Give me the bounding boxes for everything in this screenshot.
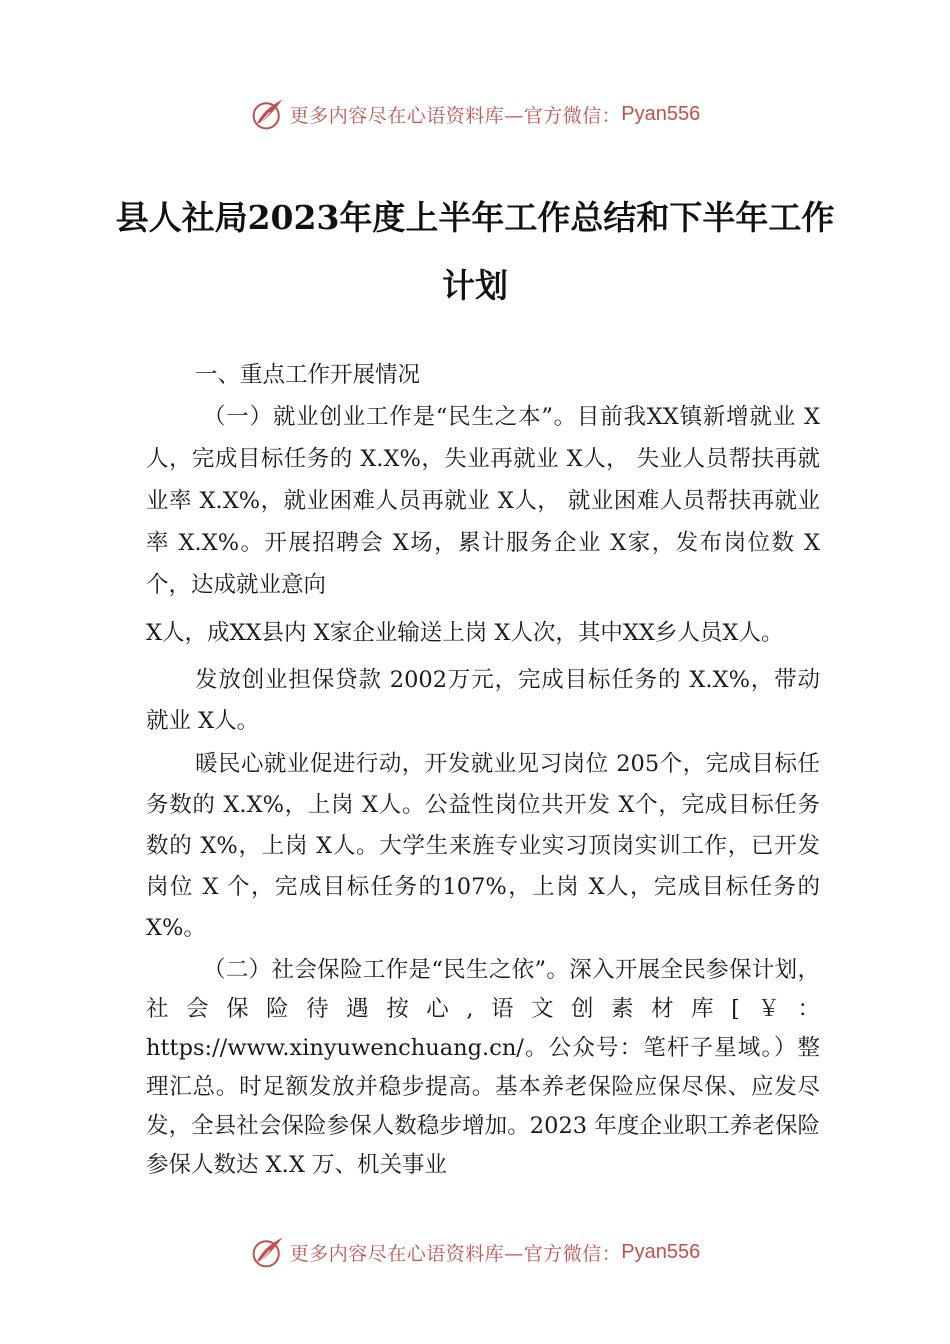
paragraph-employment: （一）就业创业工作是“民生之本”。目前我XX镇新增就业 X人，完成目标任务的 X.X%，失业再就业 X人， 失业人员帮扶再就业率 X.X%，就业困难人员再就业 X人， 就业困难人员帮扶再就业率 X.X%。开展招聘会 X场，累计服务企业 X家，发布岗位数 X个，达成就业意向 xyxy=(146,404,820,598)
watermark-wechat-id: Pyan556 xyxy=(621,102,701,125)
paragraph-internships: 暖民心就业促进行动，开发就业见习岗位 205个，完成目标任务数的 X.X%，上岗 X人。公益性岗位共开发 X个，完成目标任务数的 X%，上岗 X人。大学生来旌专业实习顶岗实训工作，已开发岗位 X 个，完成目标任务的107%，上岗 X人，完成目标任务的 X%。 xyxy=(146,751,820,941)
watermark-text: 更多内容尽在心语资料库—官方微信： xyxy=(289,104,622,127)
paragraph-social-insurance: （二）社会保险工作是“民生之依”。深入开展全民参保计划，社会保险待遇按心,语文创素材库[￥：https://www.xinyuwenchuang.cn/。公众号：笔杆子星域。）整理汇总。时足额发放并稳步提高。基本养老保险应保尽保、应发尽发，全县社会保险参保人数稳步增加。2023 年度企业职工养老保险参保人数达 X.X 万、机关事业 xyxy=(146,957,820,1178)
paragraph-employment-continued: X人，成XX县内 X家企业输送上岗 X人次，其中XX乡人员X人。 xyxy=(146,620,784,646)
feather-pen-seal-icon xyxy=(250,96,286,132)
document-title: 县人社局2023年度上半年工作总结和下半年工作计划 xyxy=(115,198,835,305)
paragraph-loans: 发放创业担保贷款 2002万元，完成目标任务的 X.X%，带动就业 X人。 xyxy=(146,667,820,734)
footer-watermark xyxy=(0,1232,950,1272)
document-body xyxy=(146,354,820,1185)
feather-pen-seal-icon xyxy=(250,1234,286,1270)
watermark-wechat-id: Pyan556 xyxy=(621,1240,701,1263)
section-heading: 一、重点工作开展情况 xyxy=(195,362,421,388)
watermark-text: 更多内容尽在心语资料库—官方微信： xyxy=(289,1242,622,1265)
header-watermark xyxy=(0,94,950,134)
